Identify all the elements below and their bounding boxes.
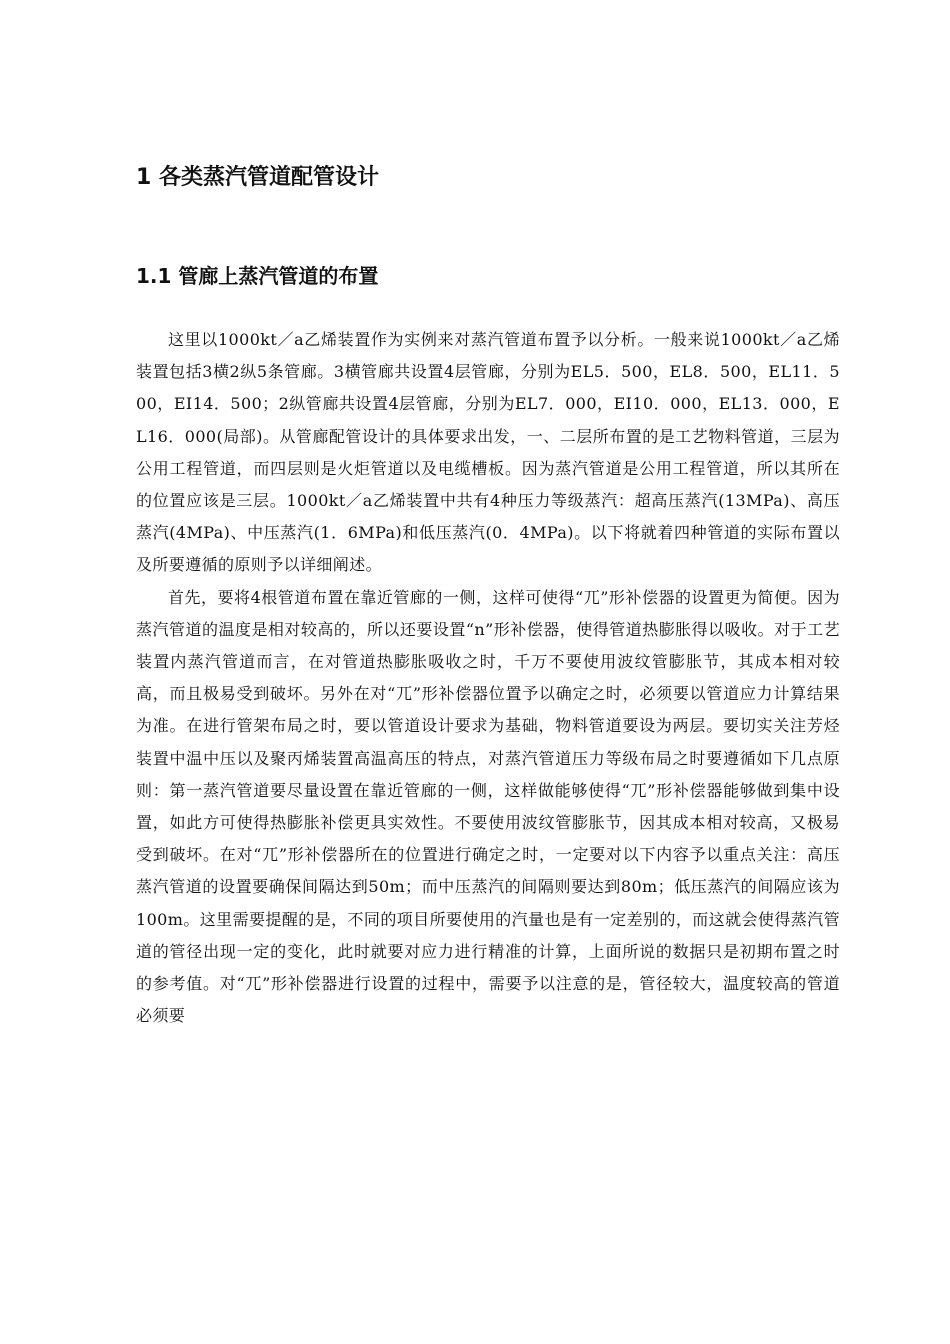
body-text bbox=[136, 324, 840, 1032]
paragraph-2: 首先，要将4根管道布置在靠近管廊的一侧，这样可使得“兀”形补偿器的设置更为简便。因为蒸汽管道的温度是相对较高的，所以还要设置“n”形补偿器，使得管道热膨胀得以吸收。对于工艺装置内蒸汽管道而言，在对管道热膨胀吸收之时，千万不要使用波纹管膨胀节，其成本相对较高，而且极易受到破坏。另外在对“兀”形补偿器位置予以确定之时，必须要以管道应力计算结果为准。在进行管架布局之时，要以管道设计要求为基础，物料管道要设为两层。要切实关注芳烃装置中温中压以及聚丙烯装置高温高压的特点，对蒸汽管道压力等级布局之时要遵循如下几点原则：第一蒸汽管道要尽量设置在靠近管廊的一侧，这样做能够使得“兀”形补偿器能够做到集中设置，如此方可使得热膨胀补偿更具实效性。不要使用波纹管膨胀节，因其成本相对较高，又极易受到破坏。在对“兀”形补偿器所在的位置进行确定之时，一定要对以下内容予以重点关注：高压蒸汽管道的设置要确保间隔达到50m；而中压蒸汽的间隔则要达到80m；低压蒸汽的间隔应该为100m。这里需要提醒的是，不同的项目所要使用的汽量也是有一定差别的，而这就会使得蒸汽管道的管径出现一定的变化，此时就要对应力进行精准的计算，上面所说的数据只是初期布置之时的参考值。对“兀”形补偿器进行设置的过程中，需要予以注意的是，管径较大，温度较高的管道必须要 bbox=[136, 587, 840, 1026]
section-heading: 1 各类蒸汽管道配管设计 bbox=[136, 165, 379, 190]
subsection-heading: 1.1 管廊上蒸汽管道的布置 bbox=[136, 264, 379, 288]
paragraph-1: 这里以1000kt／a乙烯装置作为实例来对蒸汽管道布置予以分析。一般来说1000kt／a乙烯装置包括3横2纵5条管廊。3横管廊共设置4层管廊，分别为EL5．500，EL8．500，EL11．500，EI14．500；2纵管廊共设置4层管廊，分别为EL7．000，EI10．000，EL13．000，EL16．000(局部)。从管廊配管设计的具体要求出发，一、二层所布置的是工艺物料管道，三层为公用工程管道，而四层则是火炬管道以及电缆槽板。因为蒸汽管道是公用工程管道，所以其所在的位置应该是三层。1000kt／a乙烯装置中共有4种压力等级蒸汽：超高压蒸汽(13MPa)、高压蒸汽(4MPa)、中压蒸汽(1．6MPa)和低压蒸汽(0．4MPa)。以下将就着四种管道的实际布置以及所要遵循的原则予以详细阐述。 bbox=[136, 330, 840, 575]
